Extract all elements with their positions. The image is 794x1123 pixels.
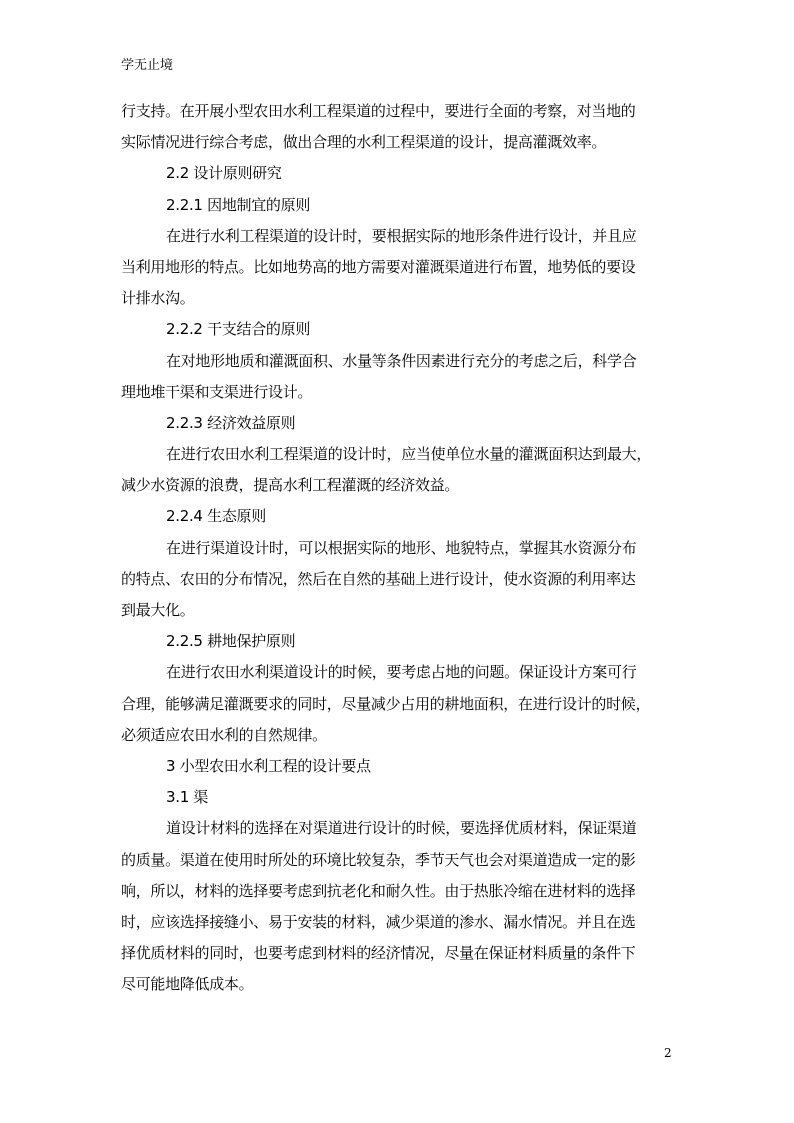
subsection-heading: 3.1 渠 <box>166 788 209 807</box>
page-header: 学无止境 <box>121 58 174 73</box>
text-line: 在进行渠道设计时，可以根据实际的地形、地貌特点，掌握其水资源分布 <box>166 538 637 557</box>
text-line: 计排水沟。 <box>121 289 195 308</box>
subsection-heading: 2.2.2 干支结合的原则 <box>166 320 311 339</box>
text-line: 时，应该选择接缝小、易于安装的材料，减少渠道的渗水、漏水情况。并且在选 <box>121 912 636 931</box>
text-line: 当利用地形的特点。比如地势高的地方需要对灌溉渠道进行布置，地势低的要设 <box>121 257 636 276</box>
text-line: 必须适应农田水利的自然规律。 <box>121 725 327 744</box>
text-line: 理地堆干渠和支渠进行设计。 <box>121 382 313 401</box>
text-line: 减少水资源的浪费，提高水利工程灌溉的经济效益。 <box>121 476 460 495</box>
subsection-heading: 2.2.4 生态原则 <box>166 507 266 526</box>
document-body <box>121 96 687 1000</box>
text-line: 择优质材料的同时，也要考虑到材料的经济情况，尽量在保证材料质量的条件下 <box>121 944 636 963</box>
text-line: 行支持。在开展小型农田水利工程渠道的过程中，要进行全面的考察，对当地的 <box>121 102 636 120</box>
text-line: 到最大化。 <box>121 601 195 619</box>
text-line: 实际情况进行综合考虑，做出合理的水利工程渠道的设计，提高灌溉效率。 <box>121 133 607 152</box>
section-heading: 3 小型农田水利工程的设计要点 <box>166 756 371 775</box>
text-line: 在进行农田水利工程渠道的设计时，应当使单位水量的灌溉面积达到最大， <box>166 445 652 464</box>
text-line: 的质量。渠道在使用时所处的环境比较复杂，季节天气也会对渠道造成一定的影 <box>121 850 636 869</box>
text-line: 道设计材料的选择在对渠道进行设计的时候，要选择优质材料，保证渠道 <box>166 819 637 838</box>
text-line: 的特点、农田的分布情况，然后在自然的基础上进行设计，使水资源的利用率达 <box>121 569 636 588</box>
text-line: 尽可能地降低成本。 <box>121 975 254 994</box>
subsection-heading: 2.2.5 耕地保护原则 <box>166 632 296 651</box>
text-line: 合理，能够满足灌溉要求的同时，尽量减少占用的耕地面积，在进行设计的时候， <box>121 694 651 713</box>
section-heading: 2.2 设计原则研究 <box>166 164 282 183</box>
page-number: 2 <box>664 1046 672 1060</box>
text-line: 响，所以，材料的选择要考虑到抗老化和耐久性。由于热胀冷缩在进材料的选择 <box>121 881 636 900</box>
subsection-heading: 2.2.1 因地制宜的原则 <box>166 195 311 214</box>
text-line: 在进行农田水利渠道设计的时候，要考虑占地的问题。保证设计方案可行 <box>166 663 637 682</box>
subsection-heading: 2.2.3 经济效益原则 <box>166 413 296 432</box>
text-line: 在对地形地质和灌溉面积、水量等条件因素进行充分的考虑之后，科学合 <box>166 351 637 370</box>
text-line: 在进行水利工程渠道的设计时，要根据实际的地形条件进行设计，并且应 <box>166 226 637 245</box>
